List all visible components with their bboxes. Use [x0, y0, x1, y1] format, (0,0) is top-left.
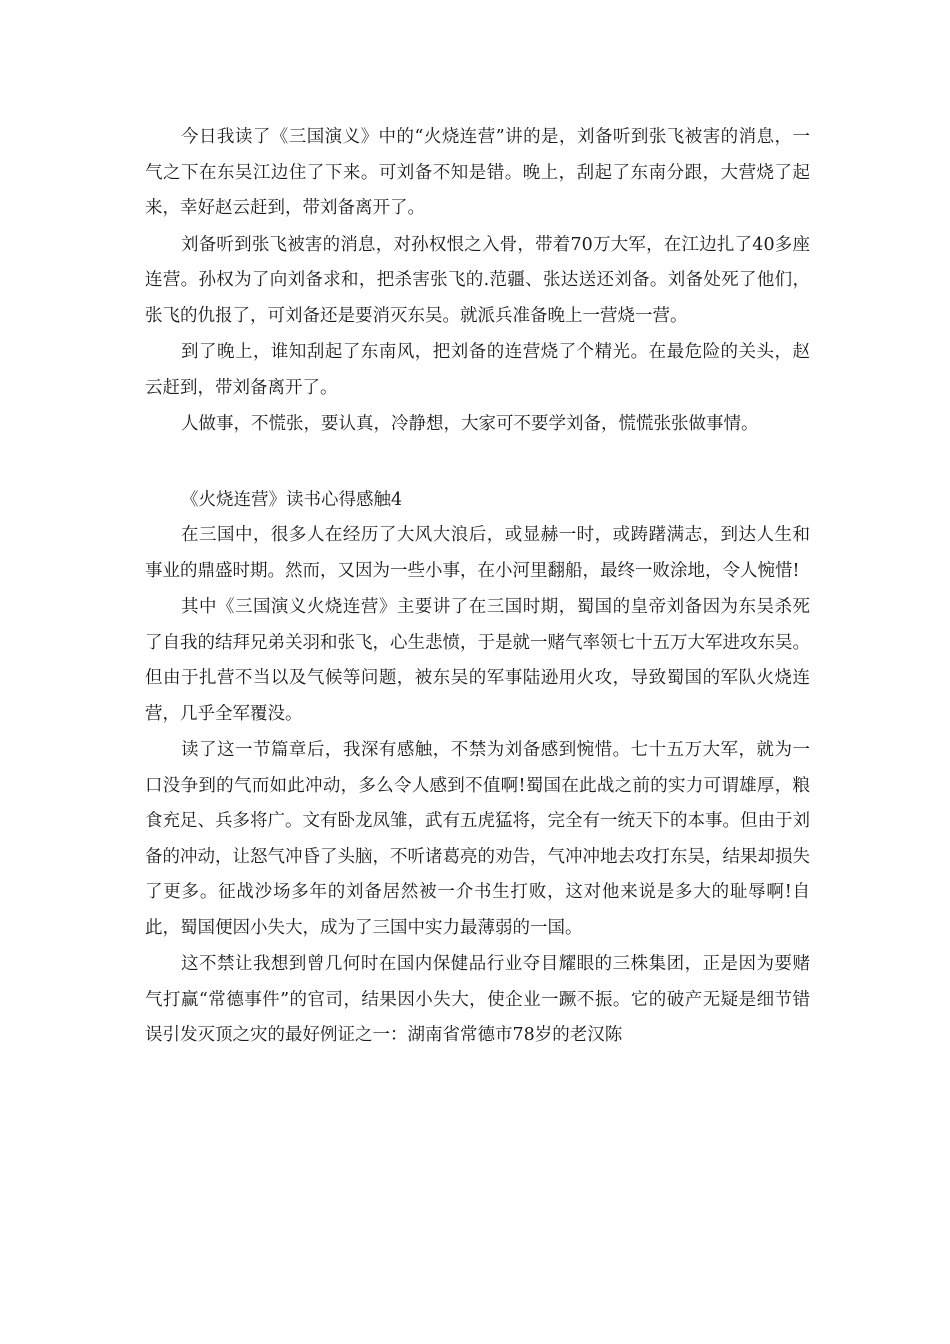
paragraph: 刘备听到张飞被害的消息，对孙权恨之入骨，带着70万大军，在江边扎了40多座连营。孙权为了向刘备求和，把杀害张飞的.范疆、张达送还刘备。刘备处死了他们，张飞的仇报了，可刘备还是要消灭东吴。就派兵准备晚上一营烧一营。: [145, 234, 810, 326]
paragraph: 人做事，不慌张，要认真，冷静想，大家可不要学刘备，慌慌张张做事情。: [181, 414, 759, 434]
paragraph: 这不禁让我想到曾几何时在国内保健品行业夺目耀眼的三株集团，正是因为要赌气打赢“常德事件”的官司，结果因小失大，使企业一蹶不振。它的破产无疑是细节错误引发灭顶之灾的最好例证之一：湖南省常德市78岁的老汉陈: [145, 954, 810, 1045]
paragraph: 其中《三国演义火烧连营》主要讲了在三国时期，蜀国的皇帝刘备因为东吴杀死了自我的结拜兄弟关羽和张飞，心生悲愤，于是就一赌气率领七十五万大军进攻东吴。但由于扎营不当以及气候等问题，被东吴的军事陆逊用火攻，导致蜀国的军队火烧连营，几乎全军覆没。: [145, 597, 810, 724]
section-title: 《火烧连营》读书心得感触4: [181, 489, 403, 510]
paragraph: 今日我读了《三国演义》中的“火烧连营”讲的是，刘备听到张飞被害的消息，一气之下在东吴江边住了下来。可刘备不知是错。晚上，刮起了东南分跟，大营烧了起来，幸好赵云赶到，带刘备离开了。: [145, 127, 810, 218]
document-page: [145, 120, 810, 1054]
paragraph: 到了晚上，谁知刮起了东南风，把刘备的连营烧了个精光。在最危险的关头，赵云赶到，带刘备离开了。: [145, 342, 810, 398]
paragraph: 读了这一节篇章后，我深有感触，不禁为刘备感到惋惜。七十五万大军，就为一口没争到的气而如此冲动，多么令人感到不值啊!蜀国在此战之前的实力可谓雄厚，粮食充足、兵多将广。文有卧龙凤雏，武有五虎猛将，完全有一统天下的本事。但由于刘备的冲动，让怒气冲昏了头脑，不听诸葛亮的劝告，气冲冲地去攻打东吴，结果却损失了更多。征战沙场多年的刘备居然被一介书生打败，这对他来说是多大的耻辱啊!自此，蜀国便因小失大，成为了三国中实力最薄弱的一国。: [145, 740, 810, 938]
paragraph: 在三国中，很多人在经历了大风大浪后，或显赫一时，或踌躇满志，到达人生和事业的鼎盛时期。然而，又因为一些小事，在小河里翻船，最终一败涂地，令人惋惜!: [145, 525, 810, 581]
